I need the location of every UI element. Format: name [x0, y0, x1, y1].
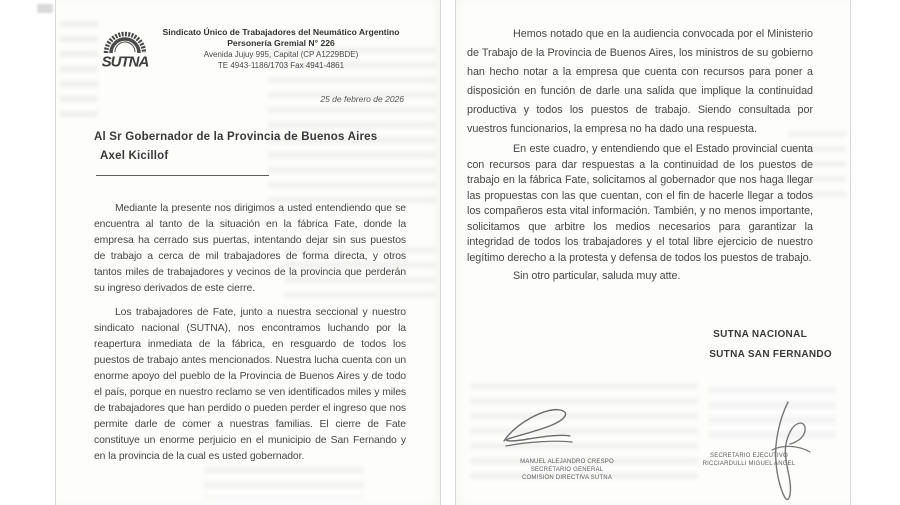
recipient-block [94, 128, 377, 165]
signoff-block [709, 325, 832, 365]
letterhead-org-name: Sindicato Único de Trabajadores del Neumático Argentino [162, 27, 400, 37]
handwritten-signature-right [754, 398, 824, 505]
signer-role: SECRETARIO GENERAL [530, 467, 604, 473]
letterhead-registration: Personería Gremial N° 226 [227, 38, 335, 48]
recipient-underline [96, 175, 269, 176]
handwritten-signature-left [498, 403, 578, 464]
paragraph: En este cuadro, y entendiendo que el Estado provincial cuenta con recursos para dar respuestas a la continuidad de los puestos de trabajo en la fábrica Fate, solicitamos al gobernador que nos haga llegar las propuestas con las que cuentan, con el fin de hacerle llegar a todos los compañeros esta vital información. También, y no menos importante, solicitamos que arbitre los medios necesarios para garantizar la integridad de todos los trabajadores y el total libre ejercicio de nuestro legítimo derecho a la protesta y defensa de todos los puestos de trabajo. [467, 143, 813, 264]
letter-body-page-2 [467, 25, 813, 285]
recipient-name: Axel Kicillof [100, 149, 169, 162]
paragraph: Mediante la presente nos dirigimos a usted entendiendo que se encuentra al tanto de la situación en la fábrica Fate, donde la empresa ha cerrado sus puertas, intentando dejar sin sus puestos de trabajo a cerca de mil trabajadores de forma directa, y otros tantos miles de trabajadores y vecinos de la provincia que perderán su ingreso derivados de este cierre. [94, 203, 406, 294]
paragraph: Hemos notado que en la audiencia convocada por el Ministerio de Trabajo de la Provincia de Buenos Aires, los ministros de su gobierno han hecho notar a la empresa que cuenta con recursos para poner a disposición en función de darle una salida que implique la continuidad productiva y todos los puestos de trabajo. Siendo consultada por vuestros funcionarios, la empresa no ha dado una respuesta. [467, 28, 813, 135]
signature-block-left [506, 458, 628, 482]
signer-org: COMISION DIRECTIVA SUTNA [521, 475, 613, 481]
signer-name: RICCIARDULLI MIGUEL ANGEL [702, 461, 796, 467]
letter-date: 25 de febrero de 2026 [320, 94, 404, 104]
logo-wordmark: SUTNA [101, 53, 149, 71]
paragraph: Los trabajadores de Fate, junto a nuestra seccional y nuestro sindicato nacional (SUTNA), nos encontramos luchando por la reapertura inmediata de la fábrica, en resguardo de todos los puestos de trabajo antes mencionados. Nuestra lucha cuenta con un enorme apoyo del pueblo de la Provincia de Buenos Aires y de todo el país, porque en nuestro reclamo se ven identificados miles y miles de trabajadores que han perdido o pueden perder el ingreso que nos permite darle de comer a nuestras familias. El cierre de Fate constituye un enorme perjuicio en el municipio de San Fernando y en la provincia de la cual es usted gobernador. [94, 307, 406, 462]
closing-line: Sin otro particular, saluda muy atte. [513, 270, 681, 282]
signer-role: SECRETARIO EJECUTIVO [710, 453, 788, 459]
scan-artifact [37, 4, 53, 13]
letterhead-address: Avenida Jujuy 995, Capital (CP A1229BDE) [203, 50, 359, 59]
letter-page-1 [55, 0, 441, 505]
bleedthrough-ghost-text [204, 467, 364, 499]
signoff-org-san-fernando: SUTNA SAN FERNANDO [709, 349, 832, 360]
letterhead [156, 26, 406, 71]
recipient-title: Al Sr Gobernador de la Provincia de Buenos Aires [94, 131, 378, 143]
tire-inner-line [115, 42, 135, 52]
sutna-logo [101, 21, 149, 78]
bleedthrough-ghost-text [60, 21, 98, 126]
letterhead-contact: TE 4943-1186/1703 Fax 4941-4861 [217, 61, 345, 70]
letter-page-2 [455, 0, 851, 505]
signoff-org-national: SUTNA NACIONAL [713, 329, 807, 340]
signer-name: MANUEL ALEJANDRO CRESPO [520, 459, 614, 465]
letter-body-page-1 [94, 201, 406, 465]
